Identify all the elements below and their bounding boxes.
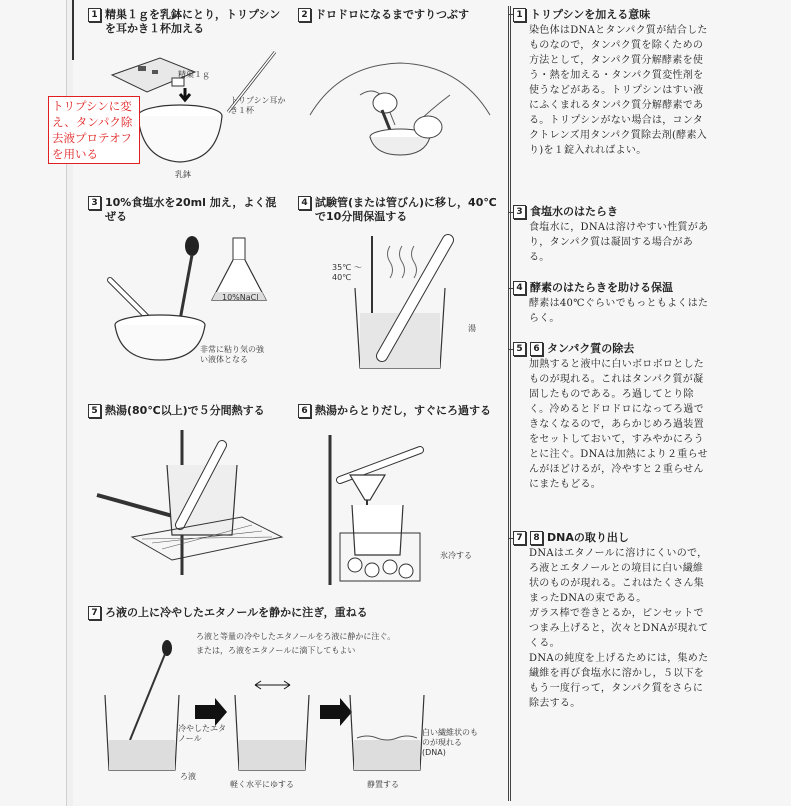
step-2-illustration xyxy=(300,55,500,175)
sidebar-7-number: 7 xyxy=(513,531,526,545)
sidebar-3-heading xyxy=(513,205,709,219)
step-5-heading xyxy=(88,404,288,418)
trypsin-label: トリプシン耳かき１杯 xyxy=(230,96,286,115)
sidebar-4-body: 酵素は40℃ぐらいでもっともよくはたらく。 xyxy=(529,298,709,324)
sidebar-1-title: トリプシンを加える意味 xyxy=(530,8,651,21)
step-7-illustration xyxy=(95,640,465,780)
testis-label: 精巣１ｇ xyxy=(178,70,210,79)
viscous-note: 非常に粘り気の強い液体となる xyxy=(200,345,264,364)
sidebar-4-heading xyxy=(513,281,709,295)
rest-label: 静置する xyxy=(367,780,399,789)
sidebar-section-4 xyxy=(513,281,709,326)
hot-water-label: 湯 xyxy=(468,324,476,333)
sidebar-section-7-8 xyxy=(513,531,709,711)
step-2-text: ドロドロになるまですりつぶす xyxy=(315,8,469,21)
page-rule xyxy=(72,0,74,60)
sidebar-8-number: 8 xyxy=(530,531,543,545)
step-2-heading xyxy=(298,8,498,22)
step-1-number: 1 xyxy=(88,8,101,22)
white-fiber-label: 白い繊維状のものが現れる(DNA) xyxy=(422,728,478,757)
sidebar-1-body: 染色体はDNAとタンパク質が結合したものなので，タンパク質を除くための方法として，タンパク質分解酵素を使う・熱を加える・タンパク質変性剤を使うなどがある。トリプシンはすい液にふくまれるタンパク質分解酵素である。トリプシンがない場合は，コンタクトレンズ用タンパク質除去剤(酵素入り)を１錠入れればよい。 xyxy=(529,25,708,156)
sidebar-5-6-body: 加熱すると液中に白いボロボロとしたものが現れる。これはタンパク質が凝固したものである。ろ過してとり除く。冷めるとドロドロになってろ過できなくなるので，あらかじめろ過装置をセットしておいて，すみやかにろうとに注ぐ。DNAは加熱により２重らせんがほどけるが，冷やすと２重らせんにまたもどる。 xyxy=(529,359,708,490)
sidebar-3-body: 食塩水に，DNAは溶けやすい性質があり，タンパク質は凝固する場合がある。 xyxy=(529,222,709,263)
sidebar-4-title: 酵素のはたらきを助ける保温 xyxy=(530,281,673,294)
step-5-text: 熱湯(80℃以上)で５分間熱する xyxy=(105,404,265,417)
step-3-heading xyxy=(88,196,283,224)
annotation-box: トリプシンに変え、タンパク除去液プロテオフを用いる xyxy=(48,96,140,164)
step-3-text: 10%食塩水を20ml 加え，よく混ぜる xyxy=(105,196,277,223)
nacl-label: 10%NaCl xyxy=(222,293,259,302)
step-4-heading xyxy=(298,196,498,224)
step-1-heading xyxy=(88,8,283,36)
sidebar-6-number: 6 xyxy=(530,342,543,356)
step-7-number: 7 xyxy=(88,606,101,620)
step-4-number: 4 xyxy=(298,196,311,210)
sidebar-1-heading xyxy=(513,8,709,22)
step-6-text: 熱湯からとりだし，すぐにろ過する xyxy=(315,404,491,417)
sidebar-3-number: 3 xyxy=(513,205,526,219)
shake-label: 軽く水平にゆする xyxy=(230,780,294,789)
ice-cooling-label: 氷冷する xyxy=(440,551,472,560)
step-3-number: 3 xyxy=(88,196,101,210)
sidebar-section-3 xyxy=(513,205,709,265)
step-4-text: 試験管(または管びん)に移し，40℃で10分間保温する xyxy=(315,196,497,223)
sidebar-5-number: 5 xyxy=(513,342,526,356)
step-2-number: 2 xyxy=(298,8,311,22)
step-4-illustration xyxy=(340,228,500,378)
step-1-text: 精巣１ｇを乳鉢にとり，トリプシンを耳かき１杯加える xyxy=(105,8,281,35)
sidebar-5-6-title: タンパク質の除去 xyxy=(547,342,635,355)
mortar-label: 乳鉢 xyxy=(175,170,191,179)
sidebar-section-1 xyxy=(513,8,709,158)
sidebar-7-8-body: DNAはエタノールに溶けにくいので，ろ液とエタノールとの境目に白い繊維状のものが現れる。これはたくさん集まったDNAの束である。 ガラス棒で巻きとるか，ピンセットでつまみ上げると，次々とDNAが現れてくる。 DNAの純度を上げるためには，集めた繊維を再び食塩水に溶かし，５以下をもう一度行って，タンパク質をさらに除去する。 xyxy=(529,548,709,709)
sidebar-4-number: 4 xyxy=(513,281,526,295)
sidebar-1-number: 1 xyxy=(513,8,526,22)
step-6-illustration xyxy=(310,425,470,590)
step-5-number: 5 xyxy=(88,404,101,418)
sidebar-5-6-heading xyxy=(513,342,709,356)
sidebar-3-title: 食塩水のはたらき xyxy=(530,205,618,218)
filtrate-label: ろ液 xyxy=(180,772,196,781)
sidebar-7-8-heading xyxy=(513,531,709,545)
temperature-label: 35℃ 〜40℃ xyxy=(332,263,362,282)
step-7-note-1: ろ液と等量の冷やしたエタノールをろ液に静かに注ぐ。 xyxy=(196,632,396,641)
step-7-note-2: または，ろ液をエタノールに滴下してもよい xyxy=(196,646,356,655)
step-6-number: 6 xyxy=(298,404,311,418)
cold-ethanol-label: 冷やしたエタノール xyxy=(178,724,226,743)
sidebar-7-8-title: DNAの取り出し xyxy=(547,531,629,544)
step-6-heading xyxy=(298,404,498,418)
step-5-illustration xyxy=(92,425,287,585)
sidebar-section-5-6 xyxy=(513,342,709,492)
step-7-text: ろ液の上に冷やしたエタノールを静かに注ぎ，重ねる xyxy=(105,606,368,619)
step-7-heading xyxy=(88,606,503,620)
